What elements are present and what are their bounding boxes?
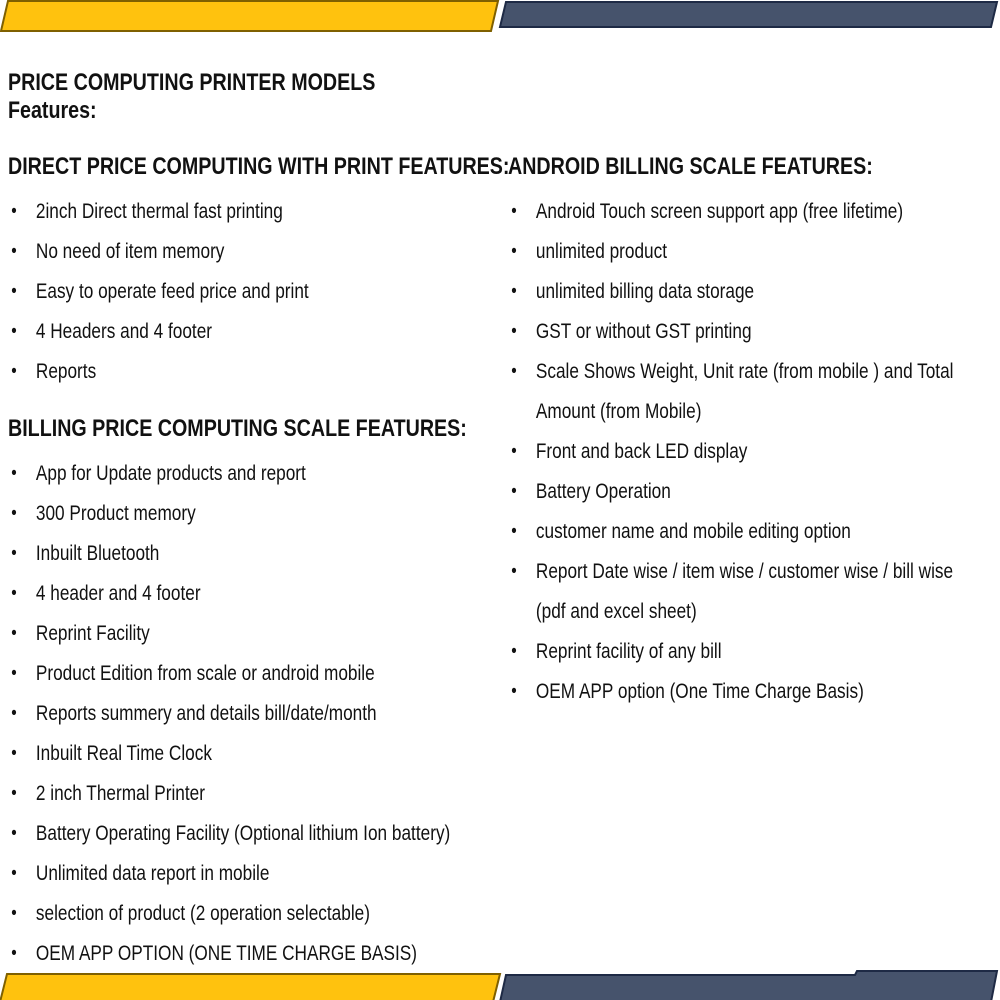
list-item [508, 472, 969, 512]
list-item-label: Reprint facility of any bill [535, 640, 722, 663]
bullet-icon: • [11, 321, 17, 342]
list-item [508, 552, 969, 632]
bullet-icon: • [511, 241, 517, 262]
list-item [8, 934, 469, 974]
list-item [508, 352, 969, 432]
bullet-icon: • [11, 241, 17, 262]
bullet-icon: • [11, 823, 17, 844]
section-heading-android-billing-scale: ANDROID BILLING SCALE FEATURES: [508, 153, 873, 180]
list-item-label: Scale Shows Weight, Unit rate (from mobile ) and Total Amount (from Mobile) [535, 360, 954, 423]
list-item [8, 614, 469, 654]
list-item [8, 494, 469, 534]
list-item-label: Product Edition from scale or android mobile [35, 662, 375, 685]
bullet-icon: • [11, 281, 17, 302]
list-item [8, 352, 469, 392]
list-item [508, 512, 969, 552]
section-heading-direct-price-computing: DIRECT PRICE COMPUTING WITH PRINT FEATURES: [8, 153, 510, 180]
list-item-label: Battery Operation [535, 480, 671, 503]
list-item-label: selection of product (2 operation selectable) [35, 902, 370, 925]
bullet-icon: • [511, 281, 517, 302]
direct-price-computing-feature-list [8, 192, 469, 392]
bullet-icon: • [11, 543, 17, 564]
bullet-icon: • [511, 681, 517, 702]
bullet-icon: • [511, 481, 517, 502]
list-item-label: Inbuilt Real Time Clock [35, 742, 212, 765]
list-item-label: Unlimited data report in mobile [35, 862, 270, 885]
list-item [8, 534, 469, 574]
section-heading-billing-price-computing: BILLING PRICE COMPUTING SCALE FEATURES: [8, 415, 467, 442]
list-item [8, 854, 469, 894]
android-billing-scale-feature-list [508, 192, 969, 712]
list-item-label: 4 header and 4 footer [35, 582, 201, 605]
list-item-label: unlimited product [535, 240, 668, 263]
bullet-icon: • [511, 321, 517, 342]
list-item [8, 192, 469, 232]
list-item-label: 2 inch Thermal Printer [35, 782, 205, 805]
bullet-icon: • [11, 623, 17, 644]
bullet-icon: • [11, 783, 17, 804]
list-item-label: 2inch Direct thermal fast printing [35, 200, 283, 223]
list-item-label: Battery Operating Facility (Optional lithium Ion battery) [35, 822, 451, 845]
list-item [8, 454, 469, 494]
bullet-icon: • [11, 903, 17, 924]
bullet-icon: • [11, 943, 17, 964]
list-item-label: 4 Headers and 4 footer [35, 320, 213, 343]
list-item [8, 232, 469, 272]
left-column [8, 150, 510, 974]
bullet-icon: • [511, 441, 517, 462]
list-item [508, 672, 969, 712]
list-item [8, 734, 469, 774]
bullet-icon: • [11, 503, 17, 524]
list-item [508, 432, 969, 472]
list-item-label: Reprint Facility [35, 622, 150, 645]
page-title: PRICE COMPUTING PRINTER MODELS [8, 69, 376, 97]
billing-price-computing-feature-list [8, 454, 469, 974]
list-item-label: Report Date wise / item wise / customer wise / bill wise (pdf and excel sheet) [535, 560, 954, 623]
bullet-icon: • [511, 201, 517, 222]
list-item-label: Reports summery and details bill/date/month [35, 702, 377, 725]
list-item-label: OEM APP OPTION (ONE TIME CHARGE BASIS) [35, 942, 418, 965]
list-item-label: GST or without GST printing [535, 320, 752, 343]
list-item [8, 272, 469, 312]
list-item-label: Inbuilt Bluetooth [35, 542, 160, 565]
features-label: Features: [8, 97, 97, 124]
bullet-icon: • [11, 361, 17, 382]
list-item [508, 632, 969, 672]
bullet-icon: • [11, 703, 17, 724]
bullet-icon: • [511, 641, 517, 662]
list-item-label: customer name and mobile editing option [535, 520, 851, 543]
list-item-label: Front and back LED display [535, 440, 748, 463]
list-item [8, 574, 469, 614]
bullet-icon: • [511, 561, 517, 582]
bullet-icon: • [11, 201, 17, 222]
bullet-icon: • [11, 863, 17, 884]
list-item-label: Android Touch screen support app (free lifetime) [535, 200, 904, 223]
list-item [8, 694, 469, 734]
bullet-icon: • [11, 583, 17, 604]
list-item [508, 192, 969, 232]
bullet-icon: • [11, 743, 17, 764]
list-item [508, 312, 969, 352]
list-item-label: Easy to operate feed price and print [35, 280, 309, 303]
list-item [8, 774, 469, 814]
list-item [508, 272, 969, 312]
bullet-icon: • [11, 463, 17, 484]
list-item-label: unlimited billing data storage [535, 280, 755, 303]
list-item-label: 300 Product memory [35, 502, 196, 525]
list-item [8, 654, 469, 694]
list-item [8, 814, 469, 854]
list-item-label: App for Update products and report [35, 462, 306, 485]
bullet-icon: • [11, 663, 17, 684]
list-item [8, 894, 469, 934]
list-item [508, 232, 969, 272]
bullet-icon: • [511, 521, 517, 542]
list-item-label: Reports [35, 360, 97, 383]
bullet-icon: • [511, 361, 517, 382]
list-item-label: No need of item memory [35, 240, 225, 263]
list-item [8, 312, 469, 352]
right-column [508, 150, 969, 712]
list-item-label: OEM APP option (One Time Charge Basis) [535, 680, 864, 703]
